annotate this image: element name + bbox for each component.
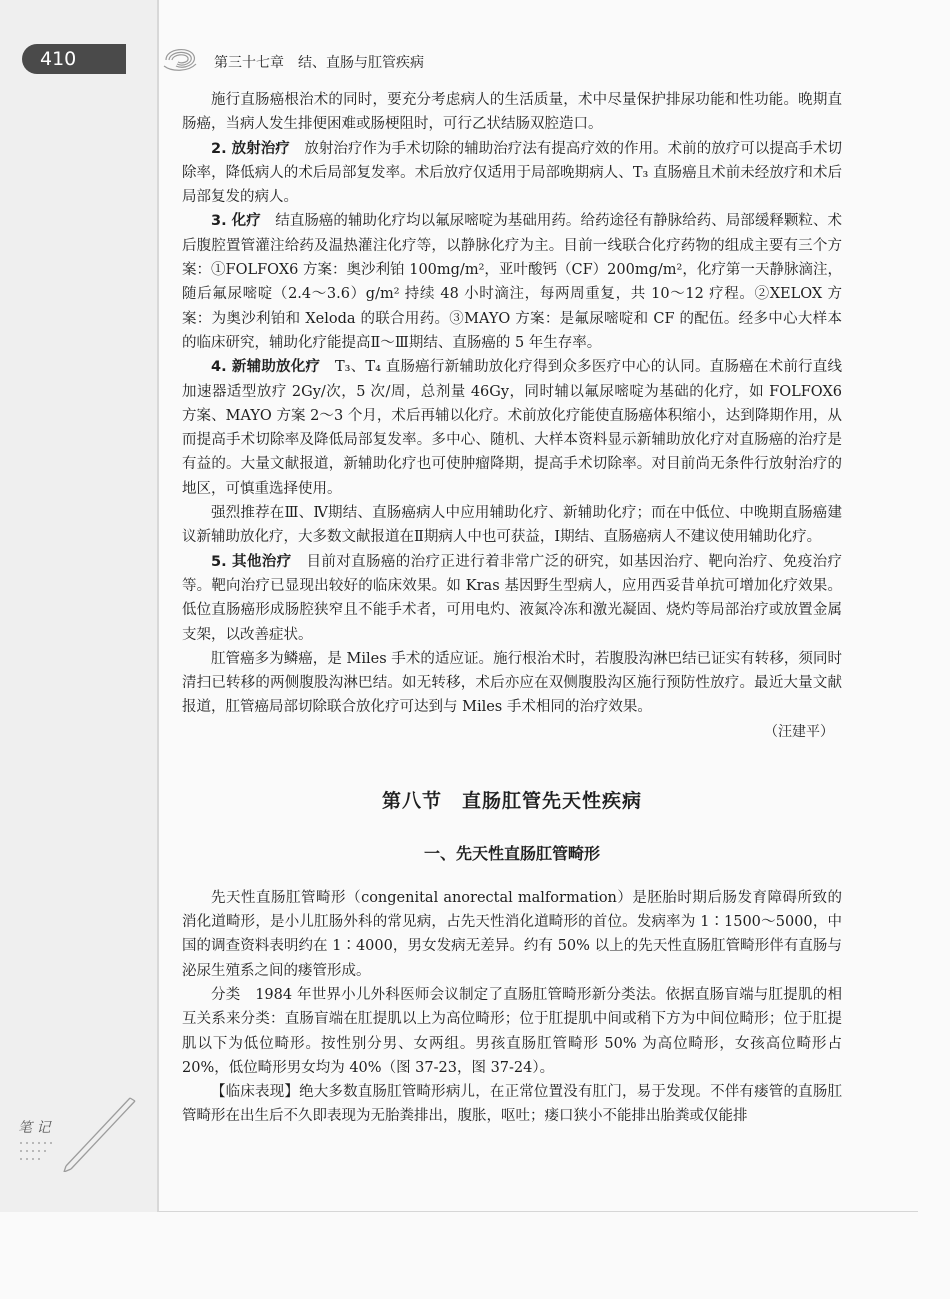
dotted-lines-icon bbox=[18, 1138, 73, 1168]
paragraph bbox=[182, 137, 842, 210]
item-text: 放射治疗作为手术切除的辅助治疗法有提高疗效的作用。术前的放疗可以提高手术切除率，降低病人的术后局部复发率。术后放疗仅适用于局部晚期病人、T₃ 直肠癌且术前未经放疗和术后局部复发的病人。 bbox=[182, 140, 842, 206]
swirl-icon bbox=[160, 38, 200, 78]
paragraph: 分类 1984 年世界小儿外科医师会议制定了直肠肛管畸形新分类法。依据直肠盲端与肛提肌的相互关系来分类：直肠盲端在肛提肌以上为高位畸形；位于肛提肌中间或稍下方为中间位畸形；位于肛提肌以下为低位畸形。按性别分男、女两组。男孩直肠肛管畸形 50% 为高位畸形，女孩高位畸形占 20%，低位畸形男女均为 40%（图 37-23，图 37-24）。 bbox=[182, 986, 842, 1076]
paragraph bbox=[182, 209, 842, 355]
paragraph: 先天性直肠肛管畸形（congenital anorectal malformation）是胚胎时期后肠发育障碍所致的消化道畸形，是小儿肛肠外科的常见病，占先天性消化道畸形的首位。发病率为 1∶1500～5000，中国的调查资料表明约在 1∶4000，男女发病无差异。约有 50% 以上的先天性直肠肛管畸形伴有直肠与泌尿生殖系之间的瘘管形成。 bbox=[182, 889, 842, 979]
paragraph bbox=[182, 550, 842, 647]
item-heading: 2. 放射治疗 bbox=[211, 140, 290, 157]
margin-strip bbox=[0, 0, 158, 1212]
paragraph bbox=[182, 355, 842, 501]
subsection-title: 一、先天性直肠肛管畸形 bbox=[423, 843, 600, 863]
bottom-divider bbox=[158, 1211, 918, 1212]
paragraph bbox=[182, 1080, 842, 1129]
paragraph: 施行直肠癌根治术的同时，要充分考虑病人的生活质量，术中尽量保护排尿功能和性功能。晚期直肠癌，当病人发生排便困难或肠梗阻时，可行乙状结肠双腔造口。 bbox=[182, 92, 842, 133]
main-content bbox=[182, 88, 842, 1129]
item-text: 结直肠癌的辅助化疗均以氟尿嘧啶为基础用药。给药途径有静脉给药、局部缓释颗粒、术后腹腔置管灌注给药及温热灌注化疗等，以静脉化疗为主。目前一线联合化疗药物的组成主要有三个方案：①FOLFOX6 方案：奥沙利铂 100mg/m²，亚叶酸钙（CF）200mg/m²，化疗第一天静脉滴注，随后氟尿嘧啶（2.4～3.6）g/m² 持续 48 小时滴注，每两周重复，共 10～12 疗程。②XELOX 方案：为奥沙利铂和 Xeloda 的联合用药。③MAYO 方案：是氟尿嘧啶和 CF 的配伍。经多中心大样本的临床研究，辅助化疗能提高Ⅱ～Ⅲ期结、直肠癌的 5 年生存率。 bbox=[182, 213, 842, 351]
item-heading: 3. 化疗 bbox=[211, 213, 261, 230]
chapter-title: 第三十七章 结、直肠与肛管疾病 bbox=[214, 55, 424, 71]
paragraph: 强烈推荐在Ⅲ、Ⅳ期结、直肠癌病人中应用辅助化疗、新辅助化疗；而在中低位、中晚期直肠癌建议新辅助放化疗，大多数文献报道在Ⅱ期病人中也可获益，Ⅰ期结、直肠癌病人不建议使用辅助化疗。 bbox=[182, 505, 842, 546]
item-text: 绝大多数直肠肛管畸形病儿，在正常位置没有肛门，易于发现。不伴有瘘管的直肠肛管畸形在出生后不久即表现为无胎粪排出，腹胀，呕吐；瘘口狭小不能排出胎粪或仅能排 bbox=[182, 1084, 843, 1125]
author-signature: （汪建平） bbox=[764, 723, 834, 740]
page-number: 410 bbox=[22, 44, 126, 74]
item-heading: 4. 新辅助放化疗 bbox=[211, 359, 321, 376]
notes-label: 笔 记 bbox=[18, 1120, 51, 1136]
margin-divider bbox=[157, 0, 159, 1212]
item-text: T₃、T₄ 直肠癌行新辅助放化疗得到众多医疗中心的认同。直肠癌在术前行直线加速器适型放疗 2Gy/次，5 次/周，总剂量 46Gy，同时辅以氟尿嘧啶为基础的化疗，如 FOLFOX6 方案、MAYO 方案 2～3 个月，术后再辅以化疗。术前放化疗能使直肠癌体积缩小，达到降期作用，从而提高手术切除率及降低局部复发率。多中心、随机、大样本资料显示新辅助放化疗对直肠癌的治疗是有益的。大量文献报道，新辅助化疗也可使肿瘤降期，提高手术切除率。对目前尚无条件行放射治疗的地区，可慎重选择使用。 bbox=[182, 359, 842, 497]
section-title: 第八节 直肠肛管先天性疾病 bbox=[381, 789, 642, 812]
item-text: 目前对直肠癌的治疗正进行着非常广泛的研究，如基因治疗、靶向治疗、免疫治疗等。靶向治疗已显现出较好的临床效果。如 Kras 基因野生型病人，应用西妥昔单抗可增加化疗效果。低位直肠癌形成肠腔狭窄且不能手术者，可用电灼、液氮冷冻和激光凝固、烧灼等局部治疗或放置金属支架，以改善症状。 bbox=[182, 553, 842, 643]
item-heading: 5. 其他治疗 bbox=[211, 553, 292, 570]
paragraph: 肛管癌多为鳞癌，是 Miles 手术的适应证。施行根治术时，若腹股沟淋巴结已证实有转移，须同时清扫已转移的两侧腹股沟淋巴结。如无转移，术后亦应在双侧腹股沟区施行预防性放疗。最近大量文献报道，肛管癌局部切除联合放化疗可达到与 Miles 手术相同的治疗效果。 bbox=[182, 650, 842, 716]
item-heading: 【临床表现】 bbox=[211, 1084, 300, 1101]
